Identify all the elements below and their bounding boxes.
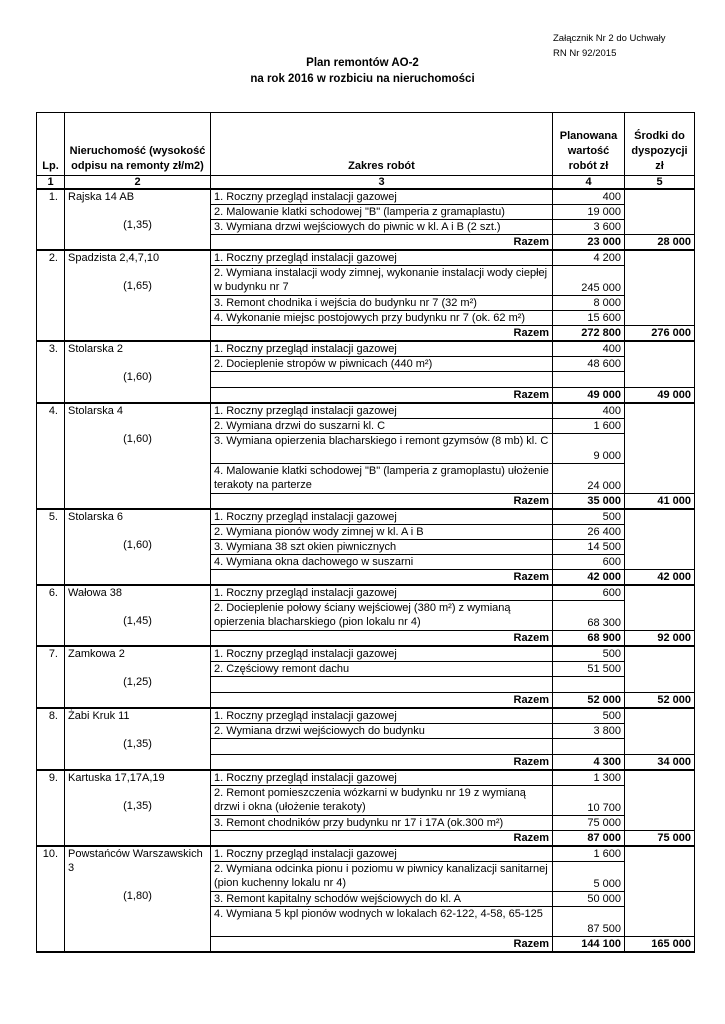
property-cell <box>65 189 211 250</box>
header-planned: Planowana wartość robót zł <box>553 113 625 176</box>
task-description: 2. Remont pomieszczenia wózkarni w budynku nr 19 z wymianą drzwi i okna (ułożenie terakoty) <box>211 786 553 816</box>
task-description: 1. Roczny przegląd instalacji gazowej <box>211 509 553 525</box>
property-name: Kartuska 17,17A,19 <box>68 772 165 784</box>
annex-line-2: RN Nr 92/2015 <box>553 48 617 59</box>
row-number: 6. <box>37 585 65 646</box>
property-rate: (1,35) <box>123 738 152 750</box>
sum-planned: 144 100 <box>553 937 625 953</box>
task-description: 4. Wymiana okna dachowego w suszarni <box>211 555 553 570</box>
task-description: 1. Roczny przegląd instalacji gazowej <box>211 770 553 786</box>
task-description: 1. Roczny przegląd instalacji gazowej <box>211 250 553 266</box>
task-amount: 48 600 <box>553 357 625 372</box>
blank-cell <box>553 739 625 755</box>
task-amount: 24 000 <box>553 464 625 494</box>
task-amount: 19 000 <box>553 205 625 220</box>
task-description: 2. Częściowy remont dachu <box>211 662 553 677</box>
funds-blank <box>625 509 695 570</box>
task-amount: 600 <box>553 555 625 570</box>
sum-funds: 41 000 <box>625 494 695 510</box>
col-number: 5 <box>625 176 695 190</box>
property-name: Zamkowa 2 <box>68 648 125 660</box>
sum-funds: 42 000 <box>625 570 695 586</box>
funds-blank <box>625 250 695 326</box>
funds-blank <box>625 189 695 235</box>
row-number: 8. <box>37 708 65 770</box>
col-number: 3 <box>211 176 553 190</box>
task-description: 1. Roczny przegląd instalacji gazowej <box>211 708 553 724</box>
task-description: 1. Roczny przegląd instalacji gazowej <box>211 341 553 357</box>
property-rate: (1,35) <box>123 800 152 812</box>
property-cell <box>65 708 211 770</box>
row-number: 3. <box>37 341 65 403</box>
funds-blank <box>625 646 695 693</box>
sum-funds: 34 000 <box>625 755 695 771</box>
task-amount: 5 000 <box>553 862 625 892</box>
task-amount: 1 300 <box>553 770 625 786</box>
sum-planned: 68 900 <box>553 631 625 647</box>
repair-plan-table <box>36 112 695 953</box>
task-amount: 75 000 <box>553 816 625 831</box>
header-lp: Lp. <box>37 113 65 176</box>
task-description: 4. Wykonanie miejsc postojowych przy budynku nr 7 (ok. 62 m²) <box>211 311 553 326</box>
table-row <box>37 708 695 724</box>
task-description: 1. Roczny przegląd instalacji gazowej <box>211 189 553 205</box>
row-number: 5. <box>37 509 65 585</box>
property-name: Wałowa 38 <box>68 587 123 599</box>
table-row <box>37 250 695 266</box>
property-name: Spadzista 2,4,7,10 <box>68 252 160 264</box>
funds-blank <box>625 770 695 831</box>
task-amount: 1 600 <box>553 419 625 434</box>
task-description: 1. Roczny przegląd instalacji gazowej <box>211 646 553 662</box>
task-amount: 68 300 <box>553 601 625 631</box>
task-description: 1. Roczny przegląd instalacji gazowej <box>211 585 553 601</box>
task-description: 3. Wymiana drzwi wejściowych do piwnic w kl. A i B (2 szt.) <box>211 220 553 235</box>
blank-cell <box>553 372 625 388</box>
annex-line-1: Załącznik Nr 2 do Uchwały <box>553 33 666 44</box>
funds-blank <box>625 585 695 631</box>
task-description: 2. Wymiana pionów wody zimnej w kl. A i B <box>211 525 553 540</box>
property-cell <box>65 846 211 952</box>
header-scope: Zakres robót <box>211 113 553 176</box>
property-rate: (1,60) <box>123 433 152 445</box>
blank-cell <box>211 677 553 693</box>
task-description: 4. Malowanie klatki schodowej "B" (lamperia z gramoplastu) ułożenie terakoty na parterze <box>211 464 553 494</box>
task-description: 3. Remont chodników przy budynku nr 17 i 17A (ok.300 m²) <box>211 816 553 831</box>
task-amount: 15 600 <box>553 311 625 326</box>
task-description: 2. Malowanie klatki schodowej "B" (lamperia z gramaplastu) <box>211 205 553 220</box>
sum-label: Razem <box>211 570 553 586</box>
row-number: 1. <box>37 189 65 250</box>
task-description: 2. Wymiana drzwi wejściowych do budynku <box>211 724 553 739</box>
task-amount: 14 500 <box>553 540 625 555</box>
sum-label: Razem <box>211 326 553 342</box>
sum-funds: 52 000 <box>625 693 695 709</box>
task-amount: 8 000 <box>553 296 625 311</box>
task-description: 3. Remont kapitalny schodów wejściowych do kl. A <box>211 892 553 907</box>
funds-blank <box>625 708 695 755</box>
task-amount: 3 800 <box>553 724 625 739</box>
blank-cell <box>211 372 553 388</box>
sum-planned: 272 800 <box>553 326 625 342</box>
task-amount: 400 <box>553 341 625 357</box>
task-amount: 87 500 <box>553 907 625 937</box>
task-amount: 500 <box>553 646 625 662</box>
property-name: Rajska 14 AB <box>68 191 135 203</box>
sum-planned: 42 000 <box>553 570 625 586</box>
sum-funds: 276 000 <box>625 326 695 342</box>
property-rate: (1,60) <box>123 539 152 551</box>
title-line-2: na rok 2016 w rozbiciu na nieruchomości <box>250 73 475 85</box>
sum-planned: 87 000 <box>553 831 625 847</box>
task-amount: 400 <box>553 403 625 419</box>
task-description: 3. Wymiana 38 szt okien piwnicznych <box>211 540 553 555</box>
sum-label: Razem <box>211 937 553 953</box>
task-amount: 4 200 <box>553 250 625 266</box>
property-cell <box>65 646 211 708</box>
header-funds: Środki do dyspozycji zł <box>625 113 695 176</box>
header-property: Nieruchomość (wysokość odpisu na remonty zł/m2) <box>65 113 211 176</box>
property-cell <box>65 403 211 509</box>
sum-funds: 49 000 <box>625 388 695 404</box>
task-description: 2. Docieplenie połowy ściany wejściowej (380 m²) z wymianą opierzenia blacharskiego (pion lokalu nr 4) <box>211 601 553 631</box>
col-number: 4 <box>553 176 625 190</box>
property-rate: (1,60) <box>123 371 152 383</box>
task-description: 4. Wymiana 5 kpl pionów wodnych w lokalach 62-122, 4-58, 65-125 <box>211 907 553 937</box>
task-description: 3. Wymiana opierzenia blacharskiego i remont gzymsów (8 mb) kl. C <box>211 434 553 464</box>
column-number-row <box>37 176 695 190</box>
table-row <box>37 646 695 662</box>
task-amount: 26 400 <box>553 525 625 540</box>
property-rate: (1,25) <box>123 676 152 688</box>
property-name: Stolarska 4 <box>68 405 124 417</box>
property-cell <box>65 509 211 585</box>
table-row <box>37 585 695 601</box>
task-amount: 400 <box>553 189 625 205</box>
table-body <box>37 189 695 952</box>
task-description: 1. Roczny przegląd instalacji gazowej <box>211 846 553 862</box>
task-description: 2. Wymiana instalacji wody zimnej, wykonanie instalacji wody ciepłej w budynku nr 7 <box>211 266 553 296</box>
property-rate: (1,80) <box>123 890 152 902</box>
task-amount: 10 700 <box>553 786 625 816</box>
property-name: Stolarska 6 <box>68 511 124 523</box>
task-amount: 500 <box>553 708 625 724</box>
property-name: Powstańców Warszawskich 3 <box>68 848 203 874</box>
table-row <box>37 846 695 862</box>
property-cell <box>65 250 211 341</box>
sum-funds: 28 000 <box>625 235 695 251</box>
sum-funds: 92 000 <box>625 631 695 647</box>
task-amount: 50 000 <box>553 892 625 907</box>
sum-label: Razem <box>211 831 553 847</box>
funds-blank <box>625 846 695 937</box>
blank-cell <box>211 739 553 755</box>
sum-planned: 52 000 <box>553 693 625 709</box>
sum-label: Razem <box>211 235 553 251</box>
sum-funds: 75 000 <box>625 831 695 847</box>
sum-label: Razem <box>211 388 553 404</box>
task-amount: 3 600 <box>553 220 625 235</box>
sum-label: Razem <box>211 631 553 647</box>
sum-label: Razem <box>211 494 553 510</box>
row-number: 10. <box>37 846 65 952</box>
sum-planned: 49 000 <box>553 388 625 404</box>
funds-blank <box>625 403 695 494</box>
sum-funds: 165 000 <box>625 937 695 953</box>
property-name: Żabi Kruk 11 <box>68 710 130 722</box>
property-rate: (1,45) <box>123 615 152 627</box>
col-number: 1 <box>37 176 65 190</box>
title-line-1: Plan remontów AO-2 <box>306 57 419 69</box>
property-name: Stolarska 2 <box>68 343 124 355</box>
task-description: 1. Roczny przegląd instalacji gazowej <box>211 403 553 419</box>
property-rate: (1,35) <box>123 219 152 231</box>
blank-cell <box>553 677 625 693</box>
table-row <box>37 403 695 419</box>
sum-planned: 23 000 <box>553 235 625 251</box>
sum-label: Razem <box>211 693 553 709</box>
header-row <box>37 113 695 176</box>
task-amount: 51 500 <box>553 662 625 677</box>
funds-blank <box>625 341 695 388</box>
property-cell <box>65 341 211 403</box>
property-cell <box>65 585 211 646</box>
sum-planned: 4 300 <box>553 755 625 771</box>
table-row <box>37 770 695 786</box>
table-row <box>37 341 695 357</box>
table-row <box>37 189 695 205</box>
task-description: 2. Docieplenie stropów w piwnicach (440 m²) <box>211 357 553 372</box>
document-title <box>0 55 725 87</box>
row-number: 2. <box>37 250 65 341</box>
sum-label: Razem <box>211 755 553 771</box>
task-description: 2. Wymiana odcinka pionu i poziomu w piwnicy kanalizacji sanitarnej (pion kuchenny lokalu nr 4) <box>211 862 553 892</box>
row-number: 4. <box>37 403 65 509</box>
task-amount: 1 600 <box>553 846 625 862</box>
sum-planned: 35 000 <box>553 494 625 510</box>
row-number: 9. <box>37 770 65 846</box>
task-description: 2. Wymiana drzwi do suszarni kl. C <box>211 419 553 434</box>
task-amount: 245 000 <box>553 266 625 296</box>
row-number: 7. <box>37 646 65 708</box>
table-row <box>37 509 695 525</box>
task-amount: 600 <box>553 585 625 601</box>
col-number: 2 <box>65 176 211 190</box>
task-description: 3. Remont chodnika i wejścia do budynku nr 7 (32 m²) <box>211 296 553 311</box>
task-amount: 9 000 <box>553 434 625 464</box>
task-amount: 500 <box>553 509 625 525</box>
property-cell <box>65 770 211 846</box>
property-rate: (1,65) <box>123 280 152 292</box>
